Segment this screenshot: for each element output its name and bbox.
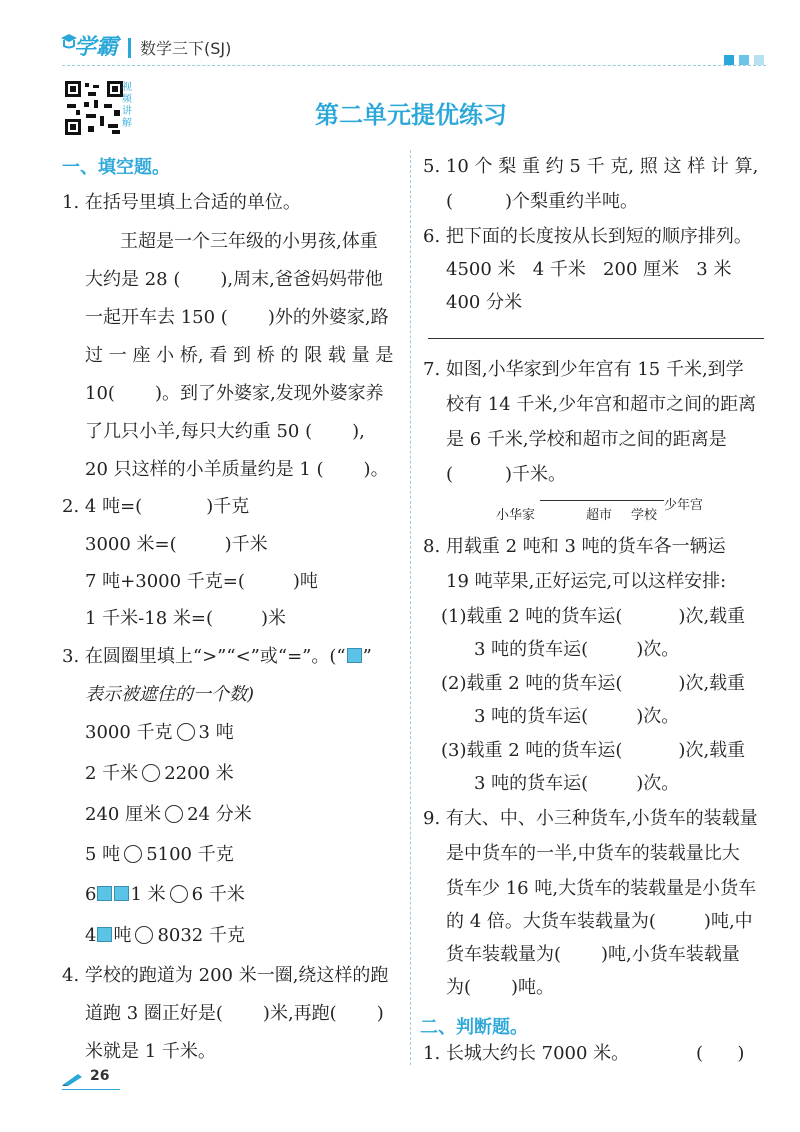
compare-row: 4 吨 8032 千克 [85,925,245,946]
page-number: 26 [90,1068,110,1084]
q8-option: (1)载重 2 吨的货车运( )次,载重 [441,606,746,627]
blue-square-icon [114,886,129,901]
label-school: 学校 [631,508,658,523]
blue-square-icon [347,648,362,663]
q9-line: 货车少 16 吨,大货车的装载量是小货车 [446,878,757,899]
compare-row: 240 厘米 24 分米 [85,804,252,825]
q8-option: 3 吨的货车运( )次。 [474,639,680,660]
q7-line: 7. 如图,小华家到少年宫有 15 千米,到学 [423,359,744,380]
q8-line: 19 吨苹果,正好运完,可以这样安排: [446,571,727,592]
q8-option: 3 吨的货车运( )次。 [474,773,680,794]
q6-line: 400 分米 [446,292,523,313]
q1-line: 20 只这样的小羊质量约是 1 ( )。 [85,459,389,480]
answer-line[interactable] [428,338,764,339]
compare-row: 2 千米 2200 米 [85,763,234,784]
q6-line: 6. 把下面的长度按从长到短的顺序排列。 [423,226,752,247]
qr-side-label: 视频讲解 [122,82,132,129]
q7-line: 是 6 千米,学校和超市之间的距离是 [446,429,727,450]
q8-option: (3)载重 2 吨的货车运( )次,载重 [441,740,746,761]
q9-line: 是中货车的一半,中货车的装载量比大 [446,843,740,864]
column-divider [410,150,411,1065]
q1-line: 一起开车去 150 ( )外的外婆家,路 [85,307,389,328]
label-market: 超市 [586,508,613,523]
label-palace: 少年宫 [664,498,704,513]
book-title: 数学三下(SJ) [140,39,232,58]
page-title: 第二单元提优练习 [315,101,507,129]
compare-circle[interactable] [142,764,160,782]
header-rule [62,65,766,66]
q1-stem: 1. 在括号里填上合适的单位。 [62,192,301,213]
q8-option: 3 吨的货车运( )次。 [474,706,680,727]
q2-line: 7 吨+3000 千克=( )吨 [85,571,318,592]
judge-answer-paren[interactable]: ( ) [696,1043,745,1064]
q8-option: (2)载重 2 吨的货车运( )次,载重 [441,673,746,694]
q7-line: 校有 14 千米,少年宫和超市之间的距离 [446,394,757,415]
q9-line: 货车装载量为( )吨,小货车装载量 [446,944,740,965]
q1-line: 大约是 28 ( ),周末,爸爸妈妈带他 [85,269,383,290]
q3-stem: 3. 在圆圈里填上“>”“<”或“=”。(“ ” [62,646,372,667]
judge-item: 1. 长城大约长 7000 米。 [423,1043,630,1064]
route-diagram [490,490,730,524]
q4-line: 4. 学校的跑道为 200 米一圈,绕这样的跑 [62,965,389,986]
q4-line: 米就是 1 千米。 [85,1041,216,1062]
header-logo [60,30,118,60]
pencil-icon [62,1071,84,1090]
q8-line: 8. 用载重 2 吨和 3 吨的货车各一辆运 [423,536,726,557]
header-divider-bar [128,38,131,58]
q9-line: 为( )吨。 [446,977,555,998]
compare-row: 3000 千克 3 吨 [85,722,234,743]
q1-line: 王超是一个三年级的小男孩,体重 [120,231,378,252]
compare-row: 6 1 米 6 千米 [85,884,245,905]
q9-line: 9. 有大、中、小三种货车,小货车的装载量 [423,808,758,829]
label-home: 小华家 [496,508,536,523]
route-line [540,500,664,501]
q4-line: 道跑 3 圈正好是( )米,再跑( ) [85,1003,384,1024]
compare-circle[interactable] [170,885,188,903]
compare-circle[interactable] [177,723,195,741]
q6-line: 4500 米 4 千米 200 厘米 3 米 [446,259,732,280]
blue-square-icon [97,886,112,901]
logo-text: 学霸 [74,35,119,60]
q9-line: 的 4 倍。大货车装载量为( )吨,中 [446,911,753,932]
compare-circle[interactable] [124,845,142,863]
q3-note: 表示被遮住的一个数) [85,684,255,705]
q1-line: 过 一 座 小 桥, 看 到 桥 的 限 载 量 是 [85,345,394,366]
q2-line: 3000 米=( )千米 [85,534,268,555]
compare-circle[interactable] [135,926,153,944]
footer-rule [62,1089,120,1090]
q5-line: 5. 10 个 梨 重 约 5 千 克, 照 这 样 计 算, [423,156,759,177]
blue-square-icon [97,927,112,942]
q2-line: 1 千米-18 米=( )米 [85,608,287,629]
section-judge-heading: 二、判断题。 [420,1017,528,1038]
q1-line: 10( )。到了外婆家,发现外婆家养 [85,383,384,404]
q7-line: ( )千米。 [446,464,567,485]
compare-row: 5 吨 5100 千克 [85,844,234,865]
header-decor-squares [724,50,764,69]
q1-line: 了几只小羊,每只大约重 50 ( ), [85,421,365,442]
q5-line: ( )个梨重约半吨。 [446,191,639,212]
q2-line: 2. 4 吨=( )千克 [62,496,250,517]
section-fill-heading: 一、填空题。 [62,157,170,178]
compare-circle[interactable] [165,805,183,823]
